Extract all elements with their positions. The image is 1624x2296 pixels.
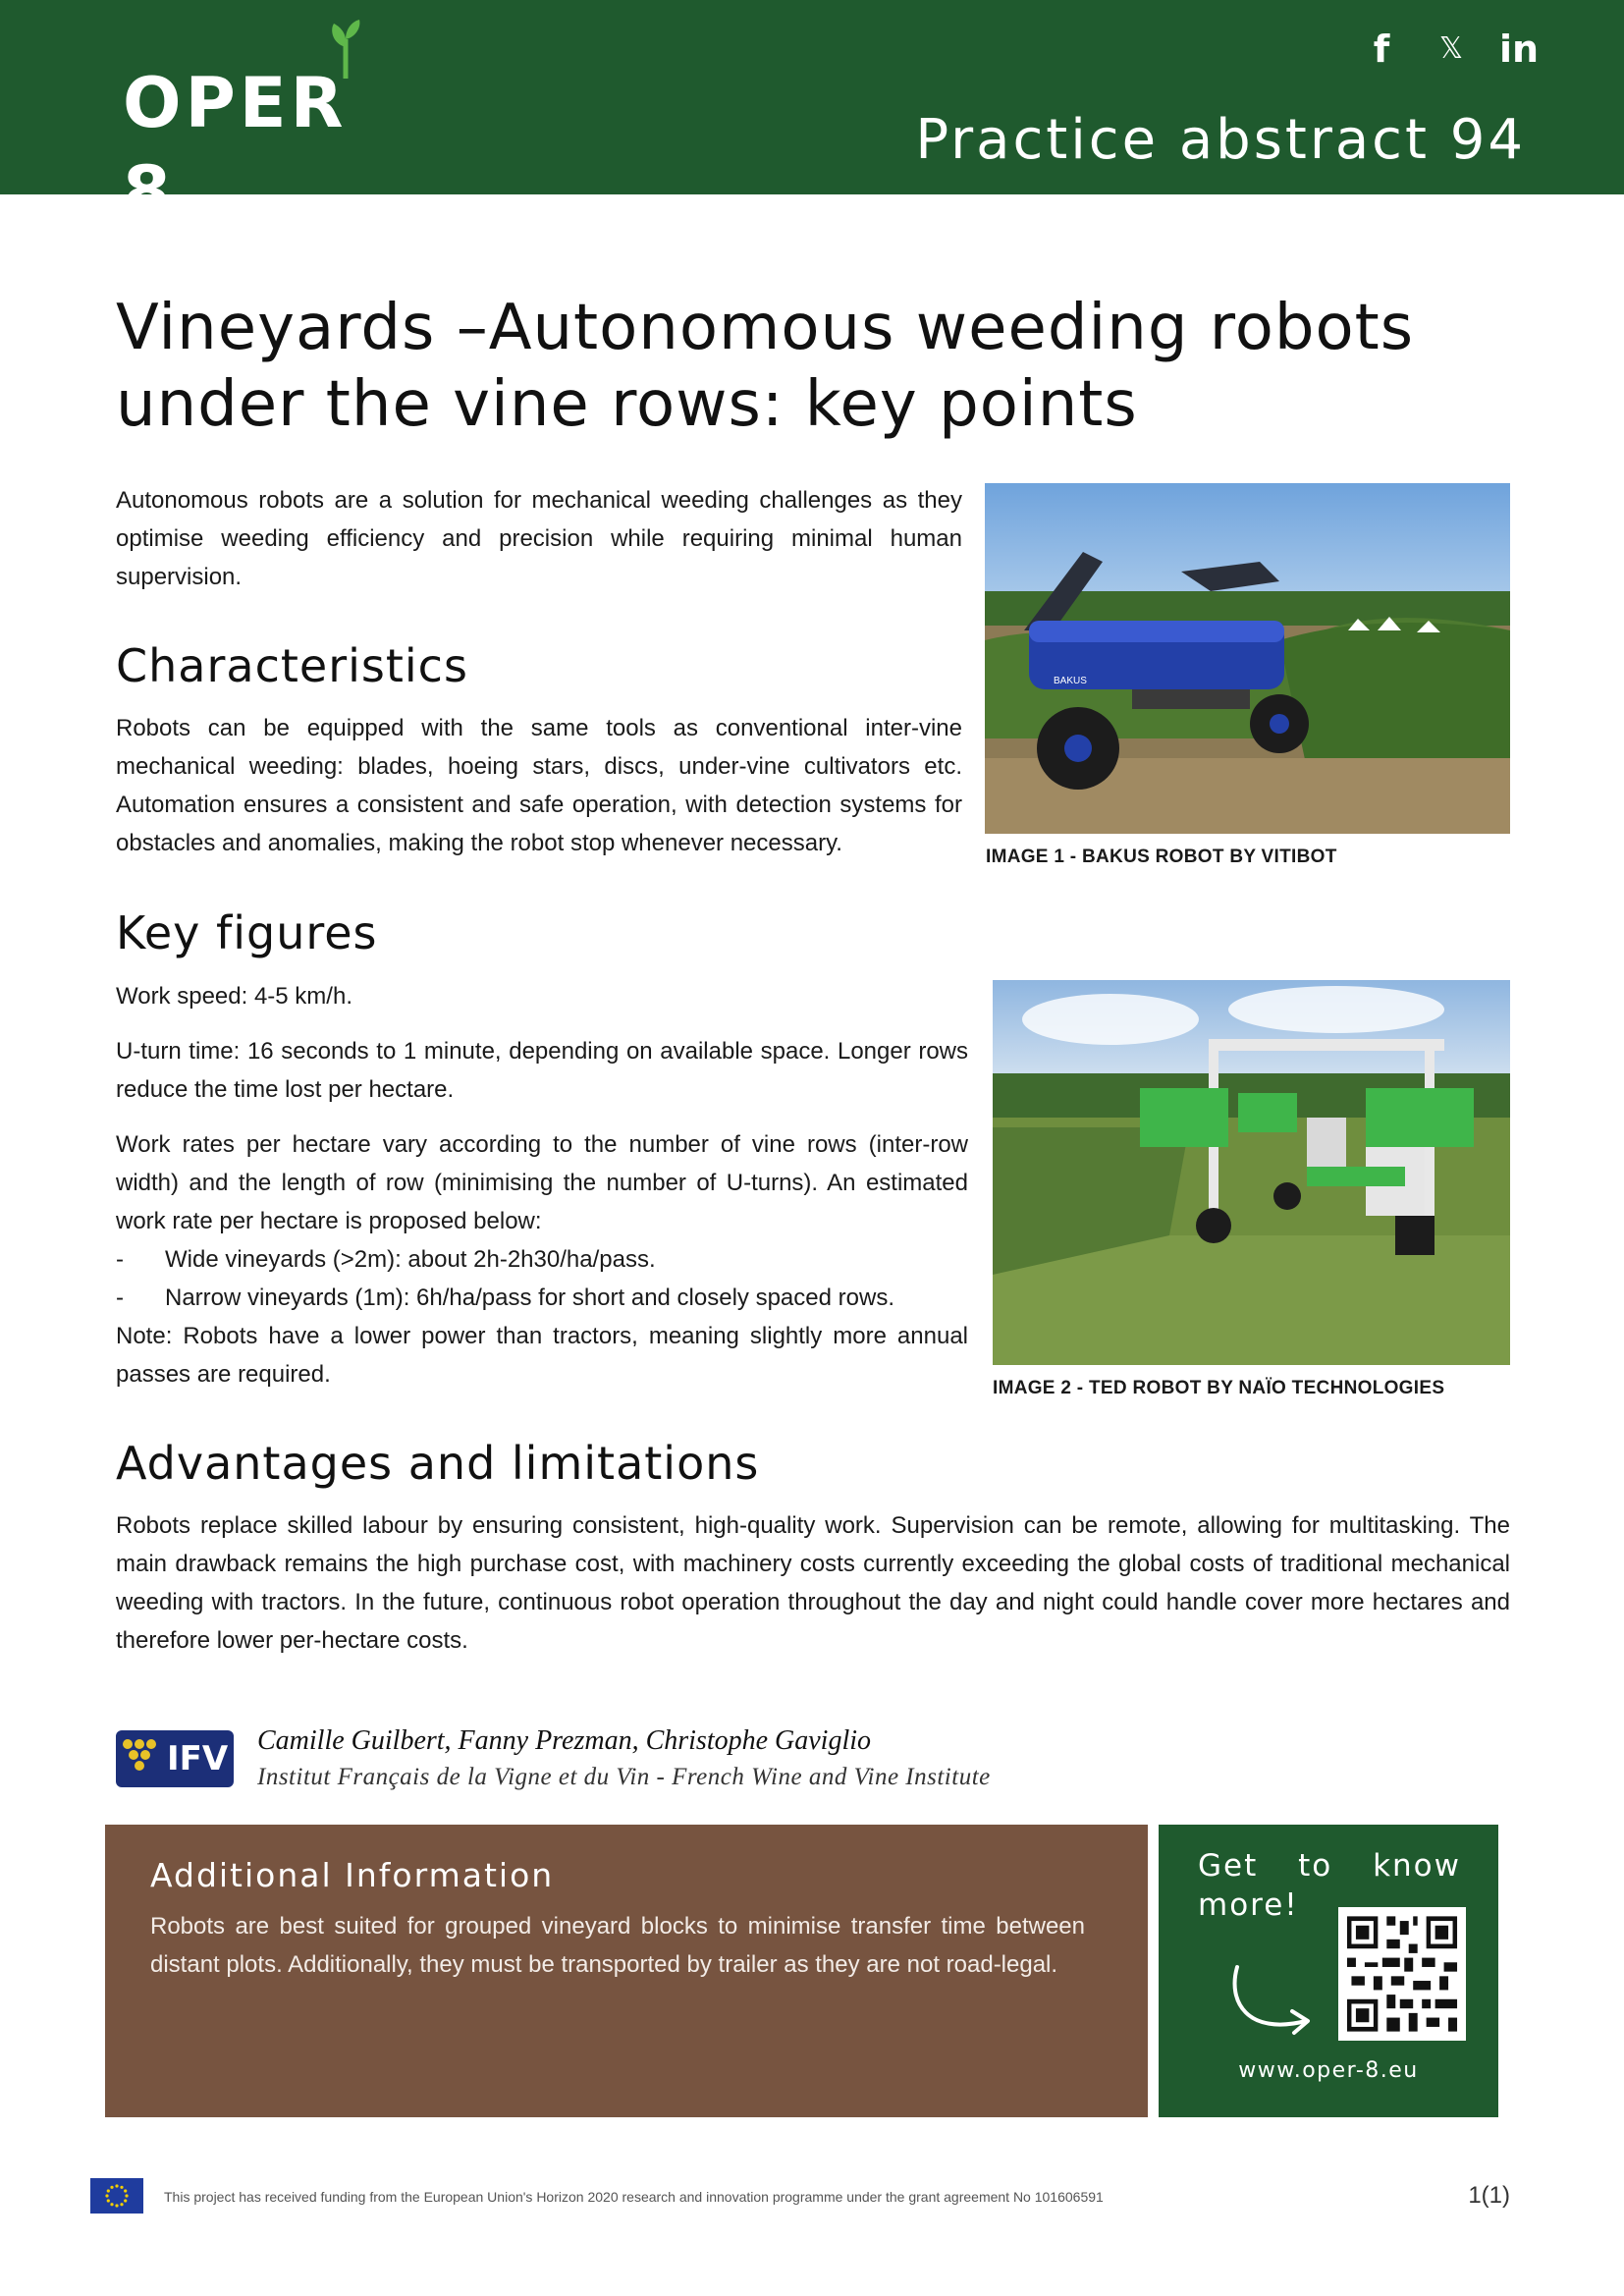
get-to-know-text: Get to know more! xyxy=(1198,1848,1461,1923)
note: Note: Robots have a lower power than tractors, meaning slightly more annual passes are required. xyxy=(116,1323,968,1388)
qr-code-icon xyxy=(1338,1907,1466,2041)
qr-code[interactable] xyxy=(1338,1907,1466,2041)
bullet-narrow-vineyards xyxy=(116,1279,968,1317)
advantages-heading: Advantages and limitations xyxy=(116,1437,760,1490)
advantages-text: Robots replace skilled labour by ensuring consistent, high-quality work. Supervision can be remote, allowing for multitasking. The main drawback remains the high purchase cost, with machinery costs currently exceeding the global costs of traditional mechanical weeding with tractors. In the future, continuous robot operation throughout the day and night could handle cover more hectares and therefore lower per-hectare costs. xyxy=(116,1512,1510,1654)
grape-icon xyxy=(120,1734,163,1783)
key-figures-heading: Key figures xyxy=(116,906,378,959)
ifv-logo xyxy=(116,1730,234,1787)
characteristics-heading: Characteristics xyxy=(116,639,468,692)
additional-info-box xyxy=(105,1825,1148,2117)
x-twitter-icon[interactable]: 𝕏 xyxy=(1438,31,1464,66)
eu-flag-icon xyxy=(90,2178,143,2214)
ifv-logo-text: IFV xyxy=(167,1739,229,1778)
bullet-dash: - xyxy=(116,1246,124,1273)
facebook-icon[interactable]: f xyxy=(1373,27,1390,71)
work-rates: Work rates per hectare vary according to the number of vine rows (inter-row width) and the length of row (minimising the number of U-turns). An estimated work rate per hectare is proposed below: xyxy=(116,1131,968,1234)
oper8-logo[interactable] xyxy=(123,59,407,232)
image-2-caption: IMAGE 2 - TED ROBOT BY NAÏO TECHNOLOGIES xyxy=(993,1378,1445,1398)
bullet-wide-vineyards xyxy=(116,1240,968,1279)
bullet-dash: - xyxy=(116,1285,124,1311)
practice-abstract-title: Practice abstract 94 xyxy=(915,108,1526,172)
key-figures-block xyxy=(116,977,968,1394)
work-speed: Work speed: 4-5 km/h. xyxy=(116,983,352,1010)
author-names: Camille Guilbert, Fanny Prezman, Christophe Gaviglio xyxy=(257,1725,872,1756)
image-1-caption: IMAGE 1 - BAKUS ROBOT BY VITIBOT xyxy=(986,847,1337,867)
funding-statement: This project has received funding from the European Union's Horizon 2020 research and innovation programme under the grant agreement No 101606591 xyxy=(164,2189,1104,2205)
linkedin-icon[interactable]: in xyxy=(1498,27,1540,71)
uturn-time: U-turn time: 16 seconds to 1 minute, depending on available space. Longer rows reduce the time lost per hectare. xyxy=(116,1038,968,1103)
additional-info-title: Additional Information xyxy=(150,1856,555,1894)
bullet-text: Wide vineyards (>2m): about 2h-2h30/ha/pass. xyxy=(165,1246,656,1273)
author-institute: Institut Français de la Vigne et du Vin - French Wine and Vine Institute xyxy=(257,1764,991,1790)
website-link[interactable]: www.oper-8.eu xyxy=(1238,2058,1419,2083)
page-title: Vineyards –Autonomous weeding robots under the vine rows: key points xyxy=(116,292,1415,441)
page-number: 1(1) xyxy=(1468,2182,1510,2209)
leaf-icon xyxy=(326,20,365,79)
bakus-robot-photo xyxy=(985,483,1510,834)
logo-text: OPER 8 xyxy=(123,63,348,232)
curved-arrow-icon xyxy=(1227,1962,1326,2041)
characteristics-text: Robots can be equipped with the same tools as conventional inter-vine mechanical weeding: blades, hoeing stars, discs, under-vine cultivators etc. Automation ensures a consistent and safe operation, with detection systems for obstacles and anomalies, making the robot stop whenever necessary. xyxy=(116,715,962,856)
ted-robot-photo xyxy=(993,980,1510,1365)
additional-info-text: Robots are best suited for grouped vineyard blocks to minimise transfer time between distant plots. Additionally, they must be transported by trailer as they are not road-legal. xyxy=(150,1913,1085,1978)
robot-label: BAKUS xyxy=(1054,676,1087,686)
bullet-text: Narrow vineyards (1m): 6h/ha/pass for short and closely spaced rows. xyxy=(165,1285,894,1311)
intro-paragraph: Autonomous robots are a solution for mechanical weeding challenges as they optimise weeding efficiency and precision while requiring minimal human supervision. xyxy=(116,487,962,590)
header-banner xyxy=(0,0,1624,232)
get-to-know-box xyxy=(1159,1825,1498,2117)
